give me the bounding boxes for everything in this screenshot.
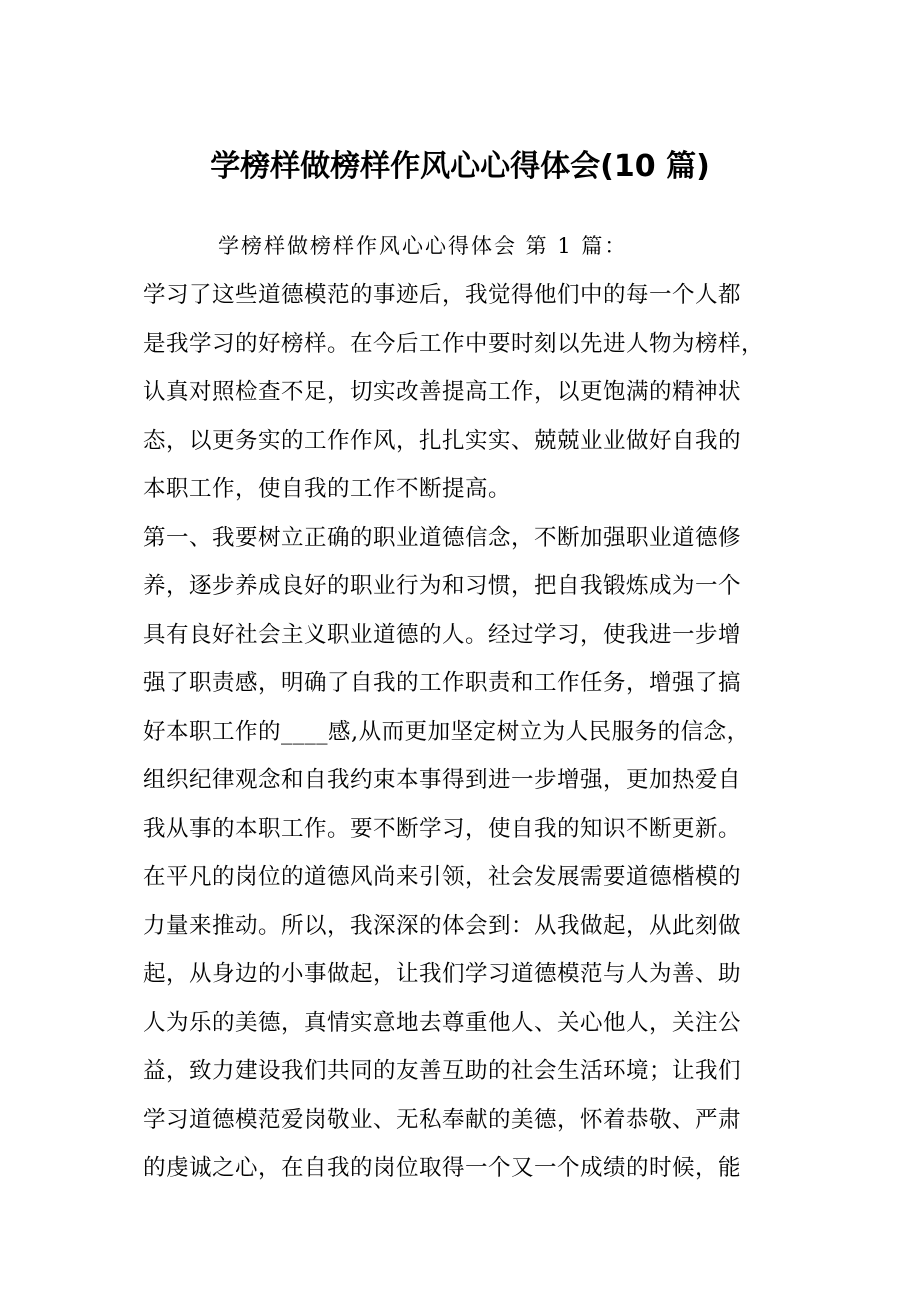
- text-line: 在平凡的岗位的道德风尚来引领，社会发展需要道德楷模的: [143, 864, 742, 890]
- text-line: 组织纪律观念和自我约束本事得到进一步增强，更加热爱自: [143, 767, 742, 793]
- text-line: 我从事的本职工作。要不断学习，使自我的知识不断更新。: [143, 815, 742, 842]
- section-heading: 学榜样做榜样作风心心得体会 第 1 篇：: [218, 234, 628, 258]
- text-line: 益，致力建设我们共同的友善互助的社会生活环境；让我们: [143, 1058, 742, 1084]
- text-line: 学习道德模范爱岗敬业、无私奉献的美德，怀着恭敬、严肃: [143, 1106, 742, 1133]
- text-line: 本职工作，使自我的工作不断提高。: [143, 476, 512, 502]
- text-line: 力量来推动。所以，我深深的体会到：从我做起，从此刻做: [143, 912, 742, 939]
- text-line: 认真对照检查不足，切实改善提高工作，以更饱满的精神状: [143, 379, 742, 405]
- text-line: 起，从身边的小事做起，让我们学习道德模范与人为善、助: [143, 961, 742, 987]
- text-line: 养，逐步养成良好的职业行为和习惯，把自我锻炼成为一个: [143, 573, 742, 599]
- text-line: 强了职责感，明确了自我的工作职责和工作任务，增强了搞: [143, 670, 742, 696]
- text-line: 学习了这些道德模范的事迹后，我觉得他们中的每一个人都: [143, 282, 742, 308]
- text-line: 的虔诚之心，在自我的岗位取得一个又一个成绩的时候，能: [143, 1155, 742, 1181]
- text-line: 好本职工作的____感,从而更加坚定树立为人民服务的信念，: [143, 718, 750, 745]
- document-title: 学榜样做榜样作风心心得体会(10 篇): [210, 149, 710, 184]
- text-line: 态，以更务实的工作作风，扎扎实实、兢兢业业做好自我的: [143, 427, 742, 454]
- text-line: 具有良好社会主义职业道德的人。经过学习，使我进一步增: [143, 621, 742, 648]
- text-line: 第一、我要树立正确的职业道德信念，不断加强职业道德修: [143, 524, 742, 551]
- document-body: [143, 275, 793, 1197]
- text-line: 人为乐的美德，真情实意地去尊重他人、关心他人，关注公: [143, 1009, 742, 1036]
- text-line: 是我学习的好榜样。在今后工作中要时刻以先进人物为榜样，: [143, 330, 765, 357]
